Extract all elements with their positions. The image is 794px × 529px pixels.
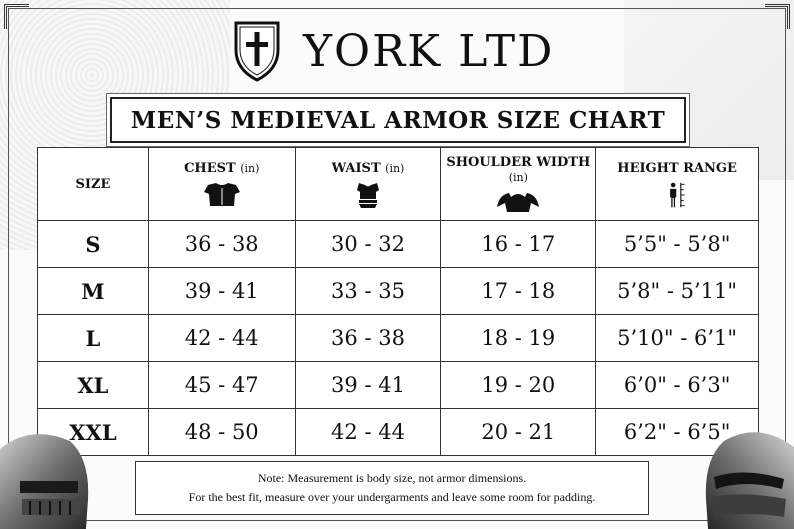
size-cell: XXL	[38, 409, 149, 456]
header-shoulder	[441, 148, 596, 221]
measurement-note	[135, 461, 649, 515]
size-cell: S	[38, 221, 149, 268]
height-cell: 5’5" - 5’8"	[596, 221, 759, 268]
chart-title: MEN’S MEDIEVAL ARMOR SIZE CHART	[130, 106, 666, 134]
corner-ornament-top-right	[765, 4, 790, 29]
note-line-2: For the best fit, measure over your undergarments and leave some room for padding.	[188, 490, 596, 504]
height-cell: 6’0" - 6’3"	[596, 362, 759, 409]
title-banner	[110, 97, 686, 143]
chest-cell: 36 - 38	[148, 221, 295, 268]
shoulder-cell: 17 - 18	[441, 268, 596, 315]
shoulder-cell: 20 - 21	[441, 409, 596, 456]
header-chest-unit: (in)	[240, 161, 260, 175]
brand-name: YORK LTD	[303, 25, 555, 77]
header-height	[596, 148, 759, 221]
size-cell: M	[38, 268, 149, 315]
height-cell: 5’10" - 6’1"	[596, 315, 759, 362]
knight-helmet-left-icon	[0, 419, 100, 529]
table-row	[38, 315, 759, 362]
table-row	[38, 362, 759, 409]
size-cell: L	[38, 315, 149, 362]
header-shoulder-label: SHOULDER WIDTH	[446, 155, 591, 170]
table-header-row	[38, 148, 759, 221]
size-cell: XL	[38, 362, 149, 409]
header-size: SIZE	[38, 148, 149, 221]
shoulder-cell: 19 - 20	[441, 362, 596, 409]
waist-cell: 39 - 41	[295, 362, 441, 409]
shoulder-cell: 16 - 17	[441, 221, 596, 268]
table-row	[38, 221, 759, 268]
waist-cell: 36 - 38	[295, 315, 441, 362]
waist-cell: 33 - 35	[295, 268, 441, 315]
header-waist-unit: (in)	[385, 161, 405, 175]
header-waist-label: WAIST	[331, 160, 381, 176]
brand-header	[233, 18, 554, 84]
note-line-1: Note: Measurement is body size, not armor dimensions.	[257, 471, 527, 485]
chest-cell: 39 - 41	[148, 268, 295, 315]
header-shoulder-unit: (in)	[508, 171, 528, 184]
shoulder-cell: 18 - 19	[441, 315, 596, 362]
breastplate-icon	[202, 182, 242, 208]
table-row	[38, 409, 759, 456]
chest-cell: 48 - 50	[148, 409, 295, 456]
header-height-label: HEIGHT RANGE	[617, 160, 737, 176]
pauldron-icon	[495, 187, 541, 213]
size-table	[37, 147, 759, 456]
person-height-icon	[666, 182, 688, 208]
corner-ornament-top-left	[4, 4, 29, 29]
height-cell: 6’2" - 6’5"	[596, 409, 759, 456]
chest-cell: 45 - 47	[148, 362, 295, 409]
chest-cell: 42 - 44	[148, 315, 295, 362]
header-chest	[148, 148, 295, 221]
waist-cell: 42 - 44	[295, 409, 441, 456]
header-waist	[295, 148, 441, 221]
cross-shield-icon	[233, 20, 281, 82]
waist-cell: 30 - 32	[295, 221, 441, 268]
table-row	[38, 268, 759, 315]
knight-helmet-right-icon	[694, 419, 794, 529]
height-cell: 5’8" - 5’11"	[596, 268, 759, 315]
header-chest-label: CHEST	[184, 160, 236, 176]
cuirass-icon	[353, 182, 383, 208]
